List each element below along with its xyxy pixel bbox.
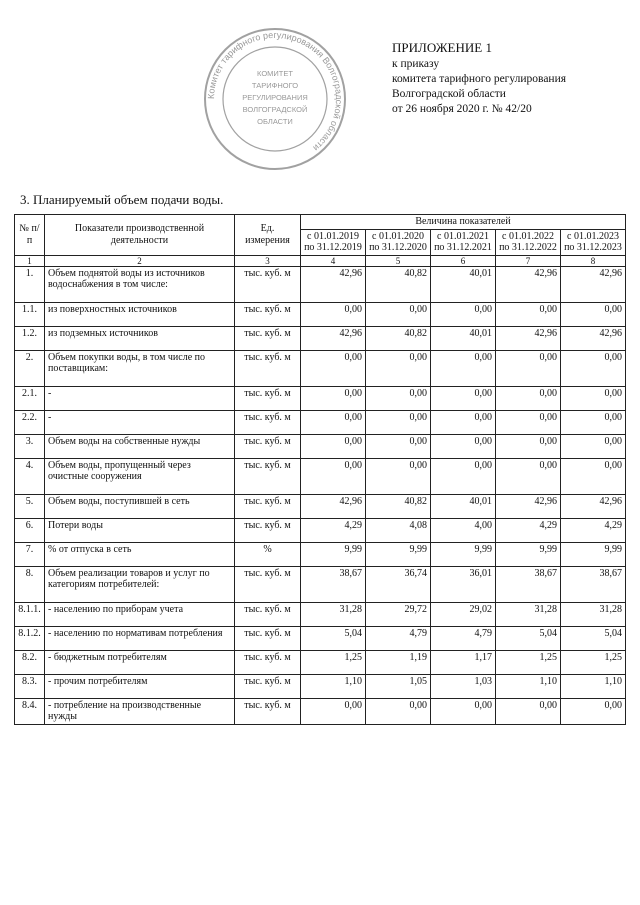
row-value: 1,25 xyxy=(561,650,626,674)
svg-text:РЕГУЛИРОВАНИЯ: РЕГУЛИРОВАНИЯ xyxy=(242,93,308,102)
row-value: 9,99 xyxy=(301,542,366,566)
row-value: 36,74 xyxy=(366,566,431,602)
row-unit: тыс. куб. м xyxy=(235,266,301,302)
row-value: 0,00 xyxy=(301,386,366,410)
table-row xyxy=(15,410,626,434)
row-unit: тыс. куб. м xyxy=(235,434,301,458)
row-indicator-name: Объем воды, пропущенный через очистные сооружения xyxy=(45,458,235,494)
row-indicator-name: Объем покупки воды, в том числе по поставщикам: xyxy=(45,350,235,386)
row-value: 5,04 xyxy=(301,626,366,650)
row-value: 0,00 xyxy=(496,434,561,458)
row-value: 0,00 xyxy=(366,410,431,434)
row-unit: тыс. куб. м xyxy=(235,350,301,386)
row-value: 0,00 xyxy=(496,698,561,724)
column-index-cell: 1 xyxy=(15,255,45,266)
row-value: 4,29 xyxy=(561,518,626,542)
row-value: 0,00 xyxy=(496,350,561,386)
row-value: 4,29 xyxy=(496,518,561,542)
table-row xyxy=(15,302,626,326)
row-number: 8.1.1. xyxy=(15,602,45,626)
svg-text:ТАРИФНОГО: ТАРИФНОГО xyxy=(251,81,299,90)
section-heading: 3. Планируемый объем подачи воды. xyxy=(20,192,224,207)
row-number: 2. xyxy=(15,350,45,386)
row-value: 31,28 xyxy=(301,602,366,626)
row-value: 4,08 xyxy=(366,518,431,542)
column-index-cell: 6 xyxy=(431,255,496,266)
row-value: 31,28 xyxy=(496,602,561,626)
table-row xyxy=(15,698,626,724)
row-value: 0,00 xyxy=(431,434,496,458)
row-indicator-name: - населению по нормативам потребления xyxy=(45,626,235,650)
row-indicator-name: - бюджетным потребителям xyxy=(45,650,235,674)
row-number: 2.2. xyxy=(15,410,45,434)
table-row xyxy=(15,434,626,458)
row-number: 1.1. xyxy=(15,302,45,326)
row-number: 1. xyxy=(15,266,45,302)
column-index-row xyxy=(15,255,626,266)
row-value: 9,99 xyxy=(496,542,561,566)
row-value: 5,04 xyxy=(496,626,561,650)
row-value: 0,00 xyxy=(301,698,366,724)
row-value: 0,00 xyxy=(561,386,626,410)
appendix-line: комитета тарифного регулирования xyxy=(392,72,567,85)
table-row xyxy=(15,542,626,566)
row-value: 1,17 xyxy=(431,650,496,674)
row-value: 40,82 xyxy=(366,494,431,518)
row-indicator-name: Объем воды на собственные нужды xyxy=(45,434,235,458)
column-index-cell: 3 xyxy=(235,255,301,266)
row-unit: тыс. куб. м xyxy=(235,302,301,326)
row-value: 0,00 xyxy=(431,410,496,434)
row-number: 8.2. xyxy=(15,650,45,674)
appendix-line: Волгоградской области xyxy=(392,87,506,100)
row-value: 42,96 xyxy=(301,494,366,518)
row-value: 38,67 xyxy=(496,566,561,602)
svg-text:ОБЛАСТИ: ОБЛАСТИ xyxy=(257,117,293,126)
row-value: 0,00 xyxy=(561,434,626,458)
row-value: 0,00 xyxy=(366,458,431,494)
row-value: 40,01 xyxy=(431,494,496,518)
table-row xyxy=(15,266,626,302)
row-indicator-name: - населению по приборам учета xyxy=(45,602,235,626)
column-index-cell: 8 xyxy=(561,255,626,266)
appendix-line: к приказу xyxy=(392,57,440,70)
row-value: 40,82 xyxy=(366,266,431,302)
row-value: 1,03 xyxy=(431,674,496,698)
svg-text:ВОЛГОГРАДСКОЙ: ВОЛГОГРАДСКОЙ xyxy=(242,105,308,114)
row-value: 1,05 xyxy=(366,674,431,698)
row-value: 0,00 xyxy=(431,302,496,326)
row-indicator-name: Потери воды xyxy=(45,518,235,542)
row-value: 0,00 xyxy=(301,410,366,434)
row-value: 0,00 xyxy=(561,302,626,326)
row-value: 40,82 xyxy=(366,326,431,350)
row-value: 0,00 xyxy=(561,458,626,494)
appendix-block xyxy=(392,40,612,117)
row-number: 8.4. xyxy=(15,698,45,724)
row-indicator-name: из подземных источников xyxy=(45,326,235,350)
row-unit: тыс. куб. м xyxy=(235,602,301,626)
row-value: 38,67 xyxy=(561,566,626,602)
row-value: 9,99 xyxy=(366,542,431,566)
table-row xyxy=(15,650,626,674)
svg-text:КОМИТЕТ: КОМИТЕТ xyxy=(257,69,293,78)
row-indicator-name: - прочим потребителям xyxy=(45,674,235,698)
row-value: 0,00 xyxy=(561,350,626,386)
row-value: 1,25 xyxy=(496,650,561,674)
row-indicator-name: % от отпуска в сеть xyxy=(45,542,235,566)
row-value: 31,28 xyxy=(561,602,626,626)
row-number: 2.1. xyxy=(15,386,45,410)
svg-text:Комитет тарифного регулировани: Комитет тарифного регулирования Волгоградской области xyxy=(205,29,345,154)
row-indicator-name: - xyxy=(45,386,235,410)
row-value: 42,96 xyxy=(301,326,366,350)
row-value: 42,96 xyxy=(561,266,626,302)
header-group: Величина показателей xyxy=(301,215,626,230)
row-value: 29,72 xyxy=(366,602,431,626)
row-number: 8.3. xyxy=(15,674,45,698)
row-indicator-name: из поверхностных источников xyxy=(45,302,235,326)
table-row xyxy=(15,494,626,518)
row-unit: тыс. куб. м xyxy=(235,386,301,410)
row-value: 42,96 xyxy=(496,266,561,302)
row-value: 42,96 xyxy=(561,494,626,518)
water-supply-table-wrap xyxy=(14,214,626,725)
header-period: с 01.01.2019 по 31.12.2019 xyxy=(301,229,366,255)
row-number: 3. xyxy=(15,434,45,458)
column-index-cell: 4 xyxy=(301,255,366,266)
row-indicator-name: Объем воды, поступившей в сеть xyxy=(45,494,235,518)
appendix-line: от 26 ноября 2020 г. № 42/20 xyxy=(392,102,532,115)
row-value: 9,99 xyxy=(561,542,626,566)
row-indicator-name: - потребление на производственные нужды xyxy=(45,698,235,724)
row-value: 1,10 xyxy=(301,674,366,698)
row-value: 9,99 xyxy=(431,542,496,566)
row-number: 8. xyxy=(15,566,45,602)
table-row xyxy=(15,518,626,542)
header-unit: Ед. измерения xyxy=(235,215,301,256)
column-index-cell: 5 xyxy=(366,255,431,266)
table-row xyxy=(15,350,626,386)
row-number: 8.1.2. xyxy=(15,626,45,650)
row-value: 29,02 xyxy=(431,602,496,626)
row-unit: тыс. куб. м xyxy=(235,326,301,350)
row-value: 1,10 xyxy=(561,674,626,698)
row-value: 0,00 xyxy=(301,350,366,386)
row-value: 0,00 xyxy=(496,386,561,410)
row-value: 0,00 xyxy=(366,434,431,458)
row-value: 4,79 xyxy=(366,626,431,650)
row-number: 1.2. xyxy=(15,326,45,350)
row-unit: тыс. куб. м xyxy=(235,674,301,698)
row-unit: тыс. куб. м xyxy=(235,458,301,494)
table-row xyxy=(15,326,626,350)
row-unit: тыс. куб. м xyxy=(235,566,301,602)
row-value: 0,00 xyxy=(561,410,626,434)
table-row xyxy=(15,626,626,650)
row-value: 0,00 xyxy=(366,350,431,386)
water-supply-table xyxy=(14,214,626,725)
header-period: с 01.01.2023 по 31.12.2023 xyxy=(561,229,626,255)
row-value: 0,00 xyxy=(301,458,366,494)
table-row xyxy=(15,602,626,626)
table-row xyxy=(15,386,626,410)
row-value: 42,96 xyxy=(496,326,561,350)
row-value: 0,00 xyxy=(431,698,496,724)
row-number: 7. xyxy=(15,542,45,566)
row-unit: % xyxy=(235,542,301,566)
official-seal-stamp xyxy=(200,24,350,174)
row-value: 0,00 xyxy=(496,410,561,434)
row-number: 6. xyxy=(15,518,45,542)
row-value: 0,00 xyxy=(301,302,366,326)
row-value: 1,19 xyxy=(366,650,431,674)
row-value: 36,01 xyxy=(431,566,496,602)
row-unit: тыс. куб. м xyxy=(235,410,301,434)
row-value: 42,96 xyxy=(496,494,561,518)
row-value: 0,00 xyxy=(561,698,626,724)
row-value: 0,00 xyxy=(366,386,431,410)
table-row xyxy=(15,674,626,698)
row-indicator-name: Объем реализации товаров и услуг по категориям потребителей: xyxy=(45,566,235,602)
row-value: 38,67 xyxy=(301,566,366,602)
row-indicator-name: - xyxy=(45,410,235,434)
table-row xyxy=(15,566,626,602)
row-value: 1,10 xyxy=(496,674,561,698)
row-unit: тыс. куб. м xyxy=(235,626,301,650)
row-value: 5,04 xyxy=(561,626,626,650)
row-value: 4,79 xyxy=(431,626,496,650)
header-period: с 01.01.2022 по 31.12.2022 xyxy=(496,229,561,255)
row-value: 0,00 xyxy=(301,434,366,458)
row-value: 4,29 xyxy=(301,518,366,542)
row-value: 4,00 xyxy=(431,518,496,542)
row-value: 40,01 xyxy=(431,266,496,302)
row-value: 0,00 xyxy=(366,302,431,326)
row-number: 5. xyxy=(15,494,45,518)
row-unit: тыс. куб. м xyxy=(235,698,301,724)
header-num: № п/п xyxy=(15,215,45,256)
row-value: 0,00 xyxy=(431,386,496,410)
row-value: 0,00 xyxy=(496,458,561,494)
row-value: 42,96 xyxy=(561,326,626,350)
header-period: с 01.01.2020 по 31.12.2020 xyxy=(366,229,431,255)
row-indicator-name: Объем поднятой воды из источников водоснабжения в том числе: xyxy=(45,266,235,302)
row-value: 0,00 xyxy=(496,302,561,326)
table-body xyxy=(15,266,626,724)
row-value: 0,00 xyxy=(431,458,496,494)
row-value: 1,25 xyxy=(301,650,366,674)
column-index-cell: 2 xyxy=(45,255,235,266)
header-name: Показатели производственной деятельности xyxy=(45,215,235,256)
header-period: с 01.01.2021 по 31.12.2021 xyxy=(431,229,496,255)
row-number: 4. xyxy=(15,458,45,494)
row-unit: тыс. куб. м xyxy=(235,494,301,518)
row-unit: тыс. куб. м xyxy=(235,518,301,542)
row-value: 0,00 xyxy=(431,350,496,386)
row-unit: тыс. куб. м xyxy=(235,650,301,674)
row-value: 0,00 xyxy=(366,698,431,724)
appendix-title: ПРИЛОЖЕНИЕ 1 xyxy=(392,40,492,55)
column-index-cell: 7 xyxy=(496,255,561,266)
row-value: 40,01 xyxy=(431,326,496,350)
table-row xyxy=(15,458,626,494)
row-value: 42,96 xyxy=(301,266,366,302)
